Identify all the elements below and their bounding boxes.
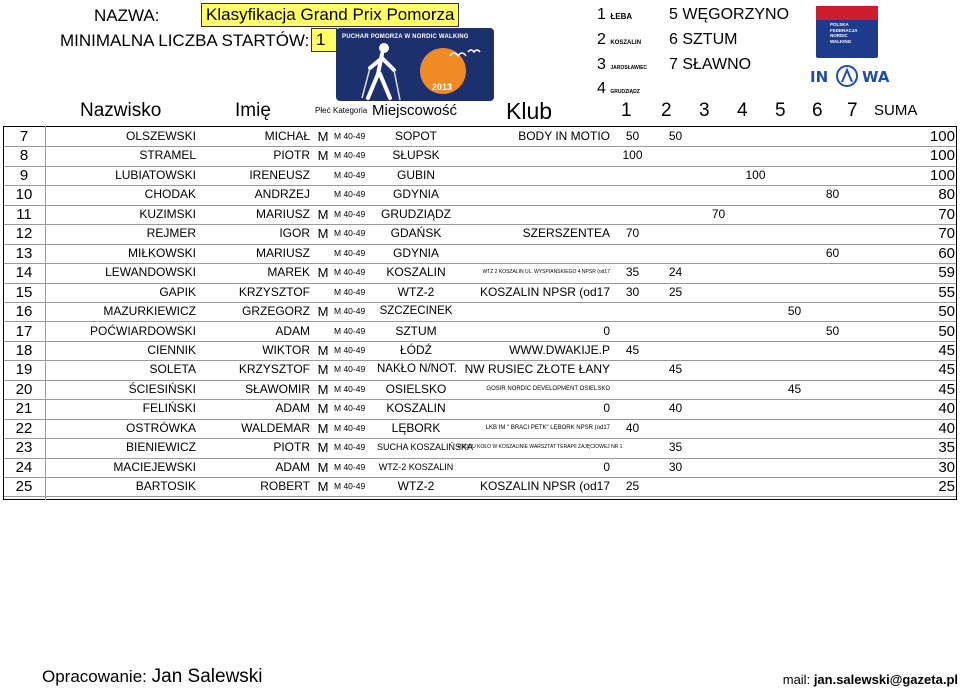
mail-value[interactable]: jan.salewski@gazeta.pl: [813, 672, 958, 687]
classification-name: Klasyfikacja Grand Prix Pomorza: [201, 3, 459, 27]
category-cell: M 40-49: [334, 208, 366, 219]
surname-cell: LUBIATOWSKI: [115, 167, 196, 182]
sum-cell: 50: [938, 322, 955, 340]
town-cell: SUCHA KOSZALIŃSKA: [377, 442, 474, 453]
town-cell: GDYNIA: [392, 245, 439, 260]
round-1-points: 25: [625, 479, 640, 494]
town-cell: SŁUPSK: [392, 148, 440, 163]
col-sex: Płeć: [315, 106, 331, 115]
venue-name: SŁAWNO: [682, 56, 752, 73]
results-table-border: [3, 126, 957, 500]
first-name-cell: ANDRZEJ: [254, 187, 310, 202]
sum-cell: 40: [938, 419, 955, 437]
round-2-points: 45: [668, 362, 683, 377]
sex-cell: M: [317, 459, 329, 475]
sex-cell: M: [317, 440, 329, 456]
sum-cell: 60: [938, 244, 955, 262]
category-cell: M 40-49: [334, 403, 366, 414]
sum-cell: 35: [938, 439, 955, 457]
col-surname: Nazwisko: [80, 100, 162, 121]
venue-4: [597, 80, 640, 98]
sum-cell: 59: [938, 264, 955, 282]
town-cell: WTZ-2: [397, 479, 435, 494]
inwa-left: IN: [810, 68, 829, 86]
category-cell: M 40-49: [334, 247, 366, 258]
surname-cell: MAZURKIEWICZ: [103, 304, 196, 319]
col-sum: SUMA: [874, 102, 918, 119]
surname-cell: BARTOSIK: [135, 479, 196, 494]
walker-icon: [354, 40, 414, 104]
club-cell: WWW.DWAKIJE.P: [509, 342, 610, 357]
place: 21: [15, 400, 33, 418]
round-6-points: 50: [825, 323, 840, 338]
category-cell: M 40-49: [334, 228, 366, 239]
venue-name: KOSZALIN: [610, 40, 642, 46]
col-round-2: 2: [661, 100, 672, 121]
category-cell: M 40-49: [334, 481, 366, 492]
venue-6: [669, 31, 737, 49]
town-cell: GDAŃSK: [390, 226, 442, 241]
venue-number: 7: [669, 56, 678, 73]
place: 19: [15, 361, 33, 379]
federation-logo-text: POLSKA FEDERACJA NORDIC WALKING: [830, 22, 858, 44]
first-name-cell: ROBERT: [260, 479, 310, 494]
col-category: Kategoria: [333, 106, 368, 115]
col-round-3: 3: [699, 100, 710, 121]
sum-cell: 100: [929, 128, 955, 145]
town-cell: OSIELSKO: [385, 381, 447, 396]
club-cell: KOSZALIN NPSR (od17: [479, 284, 610, 299]
round-5-points: 50: [787, 304, 802, 319]
col-round-1: 1: [621, 100, 632, 121]
category-cell: M 40-49: [334, 325, 366, 336]
round-1-points: 100: [622, 148, 643, 163]
category-cell: M 40-49: [334, 189, 366, 200]
first-name-cell: WALDEMAR: [241, 420, 310, 435]
venue-name: JAROSŁAWIEC: [610, 65, 648, 71]
place: 9: [19, 166, 29, 184]
place: 16: [15, 303, 33, 321]
town-cell: WTZ-2 KOSZALIN: [378, 461, 454, 472]
club-cell: PSOUU KOŁO W KOSZALINIE WARSZTAT TERAPII ZAJĘCIOWEJ NR 1: [458, 444, 623, 451]
club-cell: 0: [603, 323, 610, 338]
first-name-cell: ADAM: [275, 401, 310, 416]
place: 12: [15, 225, 33, 243]
prepared-by: [42, 666, 263, 688]
sex-cell: M: [317, 304, 329, 320]
venue-1: [597, 6, 632, 24]
surname-cell: CIENNIK: [147, 342, 196, 357]
club-cell: KOSZALIN NPSR (od17: [479, 479, 610, 494]
place: 10: [15, 186, 33, 204]
place: 24: [15, 458, 33, 476]
place: 22: [15, 419, 33, 437]
town-cell: WTZ-2: [397, 284, 435, 299]
surname-cell: MACIEJEWSKI: [113, 459, 196, 474]
category-cell: M 40-49: [334, 442, 366, 453]
surname-cell: STRAMEL: [139, 148, 196, 163]
col-round-6: 6: [812, 100, 823, 121]
place: 25: [15, 478, 33, 496]
min-starts-value: 1: [311, 28, 337, 52]
category-cell: M 40-49: [334, 286, 366, 297]
round-1-points: 30: [625, 284, 640, 299]
club-cell: 0: [603, 401, 610, 416]
surname-cell: POĆWIARDOWSKI: [89, 323, 196, 338]
round-2-points: 50: [668, 129, 683, 143]
surname-cell: CHODAK: [144, 187, 196, 202]
sum-cell: 40: [938, 400, 955, 418]
prepared-name: Jan Salewski: [151, 666, 263, 687]
venue-number: 3: [597, 56, 606, 73]
round-3-points: 70: [711, 206, 726, 221]
round-1-points: 50: [625, 129, 640, 143]
round-2-points: 35: [668, 440, 683, 455]
mail-label: mail:: [782, 672, 811, 687]
category-cell: M 40-49: [334, 383, 366, 394]
venue-2: [597, 31, 641, 49]
first-name-cell: PIOTR: [273, 148, 310, 163]
place: 17: [15, 322, 33, 340]
min-starts-label: MINIMALNA LICZBA STARTÓW:: [60, 31, 310, 50]
surname-cell: OSTRÓWKA: [125, 420, 196, 435]
surname-cell: OLSZEWSKI: [125, 129, 196, 143]
first-name-cell: SŁAWOMIR: [245, 381, 310, 396]
club-cell: GOSIR NORDIC DEVELOPMENT OSIELSKO: [486, 385, 610, 392]
federation-logo: [816, 6, 878, 58]
surname-cell: REJMER: [146, 226, 196, 241]
sex-cell: M: [317, 401, 329, 417]
round-1-points: 40: [625, 420, 640, 435]
sex-cell: M: [317, 420, 329, 436]
town-cell: ŁÓDŹ: [399, 342, 432, 357]
place: 7: [19, 128, 29, 145]
sex-cell: M: [317, 381, 329, 397]
town-cell: SOPOT: [394, 129, 437, 143]
round-2-points: 25: [668, 284, 683, 299]
sex-cell: M: [317, 226, 329, 242]
category-cell: M 40-49: [334, 267, 366, 278]
category-cell: M 40-49: [334, 306, 366, 317]
col-round-7: 7: [847, 100, 858, 121]
sex-cell: M: [317, 362, 329, 378]
town-cell: GRUDZIĄDZ: [381, 206, 451, 221]
sum-cell: 70: [938, 225, 955, 243]
sex-cell: M: [317, 265, 329, 281]
surname-cell: FELIŃSKI: [142, 401, 196, 416]
sum-cell: 100: [929, 166, 955, 184]
place: 20: [15, 380, 33, 398]
first-name-cell: MICHAŁ: [264, 129, 310, 143]
surname-cell: MIŁKOWSKI: [127, 245, 196, 260]
surname-cell: LEWANDOWSKI: [105, 265, 196, 280]
first-name-cell: KRZYSZTOF: [238, 362, 310, 377]
venue-3: [597, 56, 647, 74]
round-5-points: 45: [787, 381, 802, 396]
surname-cell: KUZIMSKI: [139, 206, 196, 221]
club-cell: WTZ 2 KOSZALIN UL. WYSPIAŃSKIEGO 4 NPSR (od17: [482, 269, 610, 276]
place: 18: [15, 341, 33, 359]
town-cell: KOSZALIN: [386, 401, 446, 416]
first-name-cell: IRENEUSZ: [249, 167, 310, 182]
round-1-points: 70: [625, 226, 640, 241]
venue-name: ŁEBA: [610, 12, 633, 21]
town-cell: SZTUM: [395, 323, 437, 338]
sum-cell: 100: [929, 147, 955, 165]
round-4-points: 100: [745, 167, 766, 182]
first-name-cell: ADAM: [275, 459, 310, 474]
prepared-label: Opracowanie:: [42, 667, 147, 686]
round-1-points: 45: [625, 342, 640, 357]
sum-cell: 45: [938, 341, 955, 359]
town-cell: SZCZECINEK: [379, 305, 453, 318]
category-cell: M 40-49: [334, 169, 366, 180]
venue-name: WĘGORZYNO: [682, 6, 790, 23]
surname-cell: GAPIK: [159, 284, 196, 299]
sum-cell: 25: [938, 478, 955, 496]
category-cell: M 40-49: [334, 150, 366, 161]
club-cell: BODY IN MOTIO: [518, 129, 610, 143]
sum-cell: 45: [938, 380, 955, 398]
town-cell: GDYNIA: [392, 187, 439, 202]
club-cell: 0: [603, 459, 610, 474]
place: 13: [15, 244, 33, 262]
sum-cell: 80: [938, 186, 955, 204]
sum-cell: 45: [938, 361, 955, 379]
category-cell: M 40-49: [334, 461, 366, 472]
first-name-cell: PIOTR: [273, 440, 310, 455]
first-name-cell: MAREK: [267, 265, 310, 280]
place: 11: [16, 205, 32, 223]
club-cell: SZERSZENTEA: [522, 226, 610, 241]
venue-number: 5: [669, 6, 678, 23]
sex-cell: M: [317, 206, 329, 222]
place: 14: [15, 264, 33, 282]
puchar-pomorza-logo: [336, 28, 494, 101]
town-cell: KOSZALIN: [386, 265, 446, 280]
venue-number: 2: [597, 31, 606, 48]
category-cell: M 40-49: [334, 422, 366, 433]
puchar-logo-title: PUCHAR POMORZA W NORDIC WALKING: [342, 34, 469, 40]
sex-cell: M: [317, 148, 329, 164]
first-name-cell: GRZEGORZ: [242, 304, 310, 319]
birds-icon: [448, 46, 488, 66]
sex-cell: M: [317, 129, 329, 144]
round-6-points: 60: [825, 245, 840, 260]
sum-cell: 70: [938, 205, 955, 223]
sum-cell: 55: [938, 283, 955, 301]
round-2-points: 24: [668, 265, 683, 280]
first-name-cell: KRZYSZTOF: [238, 284, 310, 299]
sum-cell: 50: [938, 303, 955, 321]
category-cell: M 40-49: [334, 364, 366, 375]
round-1-points: 35: [625, 265, 640, 280]
venue-name: SZTUM: [682, 31, 738, 48]
club-cell: NW RUSIEC ZŁOTE ŁANY: [464, 362, 610, 377]
place-divider: [45, 126, 46, 500]
venue-number: 4: [597, 80, 606, 97]
town-cell: GUBIN: [396, 167, 435, 182]
venue-number: 1: [597, 6, 606, 23]
flag-icon: [816, 6, 878, 20]
first-name-cell: IGOR: [279, 226, 310, 241]
round-2-points: 40: [668, 401, 683, 416]
club-cell: LKB IM " BRACI PETK" LĘBORK NPSR (od17: [485, 424, 610, 431]
col-club: Klub: [506, 98, 553, 124]
col-round-5: 5: [775, 100, 786, 121]
sum-cell: 30: [938, 458, 955, 476]
venue-7: [669, 56, 751, 74]
surname-cell: BIENIEWICZ: [125, 440, 196, 455]
sex-cell: M: [317, 479, 329, 495]
sex-cell: M: [317, 342, 329, 358]
name-label: NAZWA:: [94, 6, 160, 25]
first-name-cell: WIKTOR: [262, 342, 310, 357]
venue-name: GRUDZIĄDZ: [610, 89, 640, 95]
col-round-4: 4: [737, 100, 748, 121]
round-2-points: 30: [668, 459, 683, 474]
col-town: Miejscowość: [372, 102, 458, 119]
inwa-right: WA: [862, 68, 890, 86]
first-name-cell: ADAM: [275, 323, 310, 338]
category-cell: M 40-49: [334, 131, 366, 141]
category-cell: M 40-49: [334, 344, 366, 355]
inwa-walker-icon: [834, 64, 860, 88]
venue-number: 6: [669, 31, 678, 48]
town-cell: NAKŁO N/NOT.: [377, 363, 457, 376]
place: 23: [15, 439, 33, 457]
col-name: Imię: [235, 100, 271, 121]
puchar-logo-year: 2013: [432, 82, 453, 92]
contact-mail: [783, 672, 958, 687]
inwa-logo: [808, 64, 890, 88]
place: 8: [19, 147, 29, 165]
town-cell: LĘBORK: [391, 420, 441, 435]
first-name-cell: MARIUSZ: [256, 206, 310, 221]
place: 15: [15, 283, 33, 301]
surname-cell: SOLETA: [149, 362, 196, 377]
surname-cell: ŚCIESIŃSKI: [128, 381, 196, 396]
venue-5: [669, 6, 789, 24]
round-6-points: 80: [825, 187, 840, 202]
first-name-cell: MARIUSZ: [256, 245, 310, 260]
